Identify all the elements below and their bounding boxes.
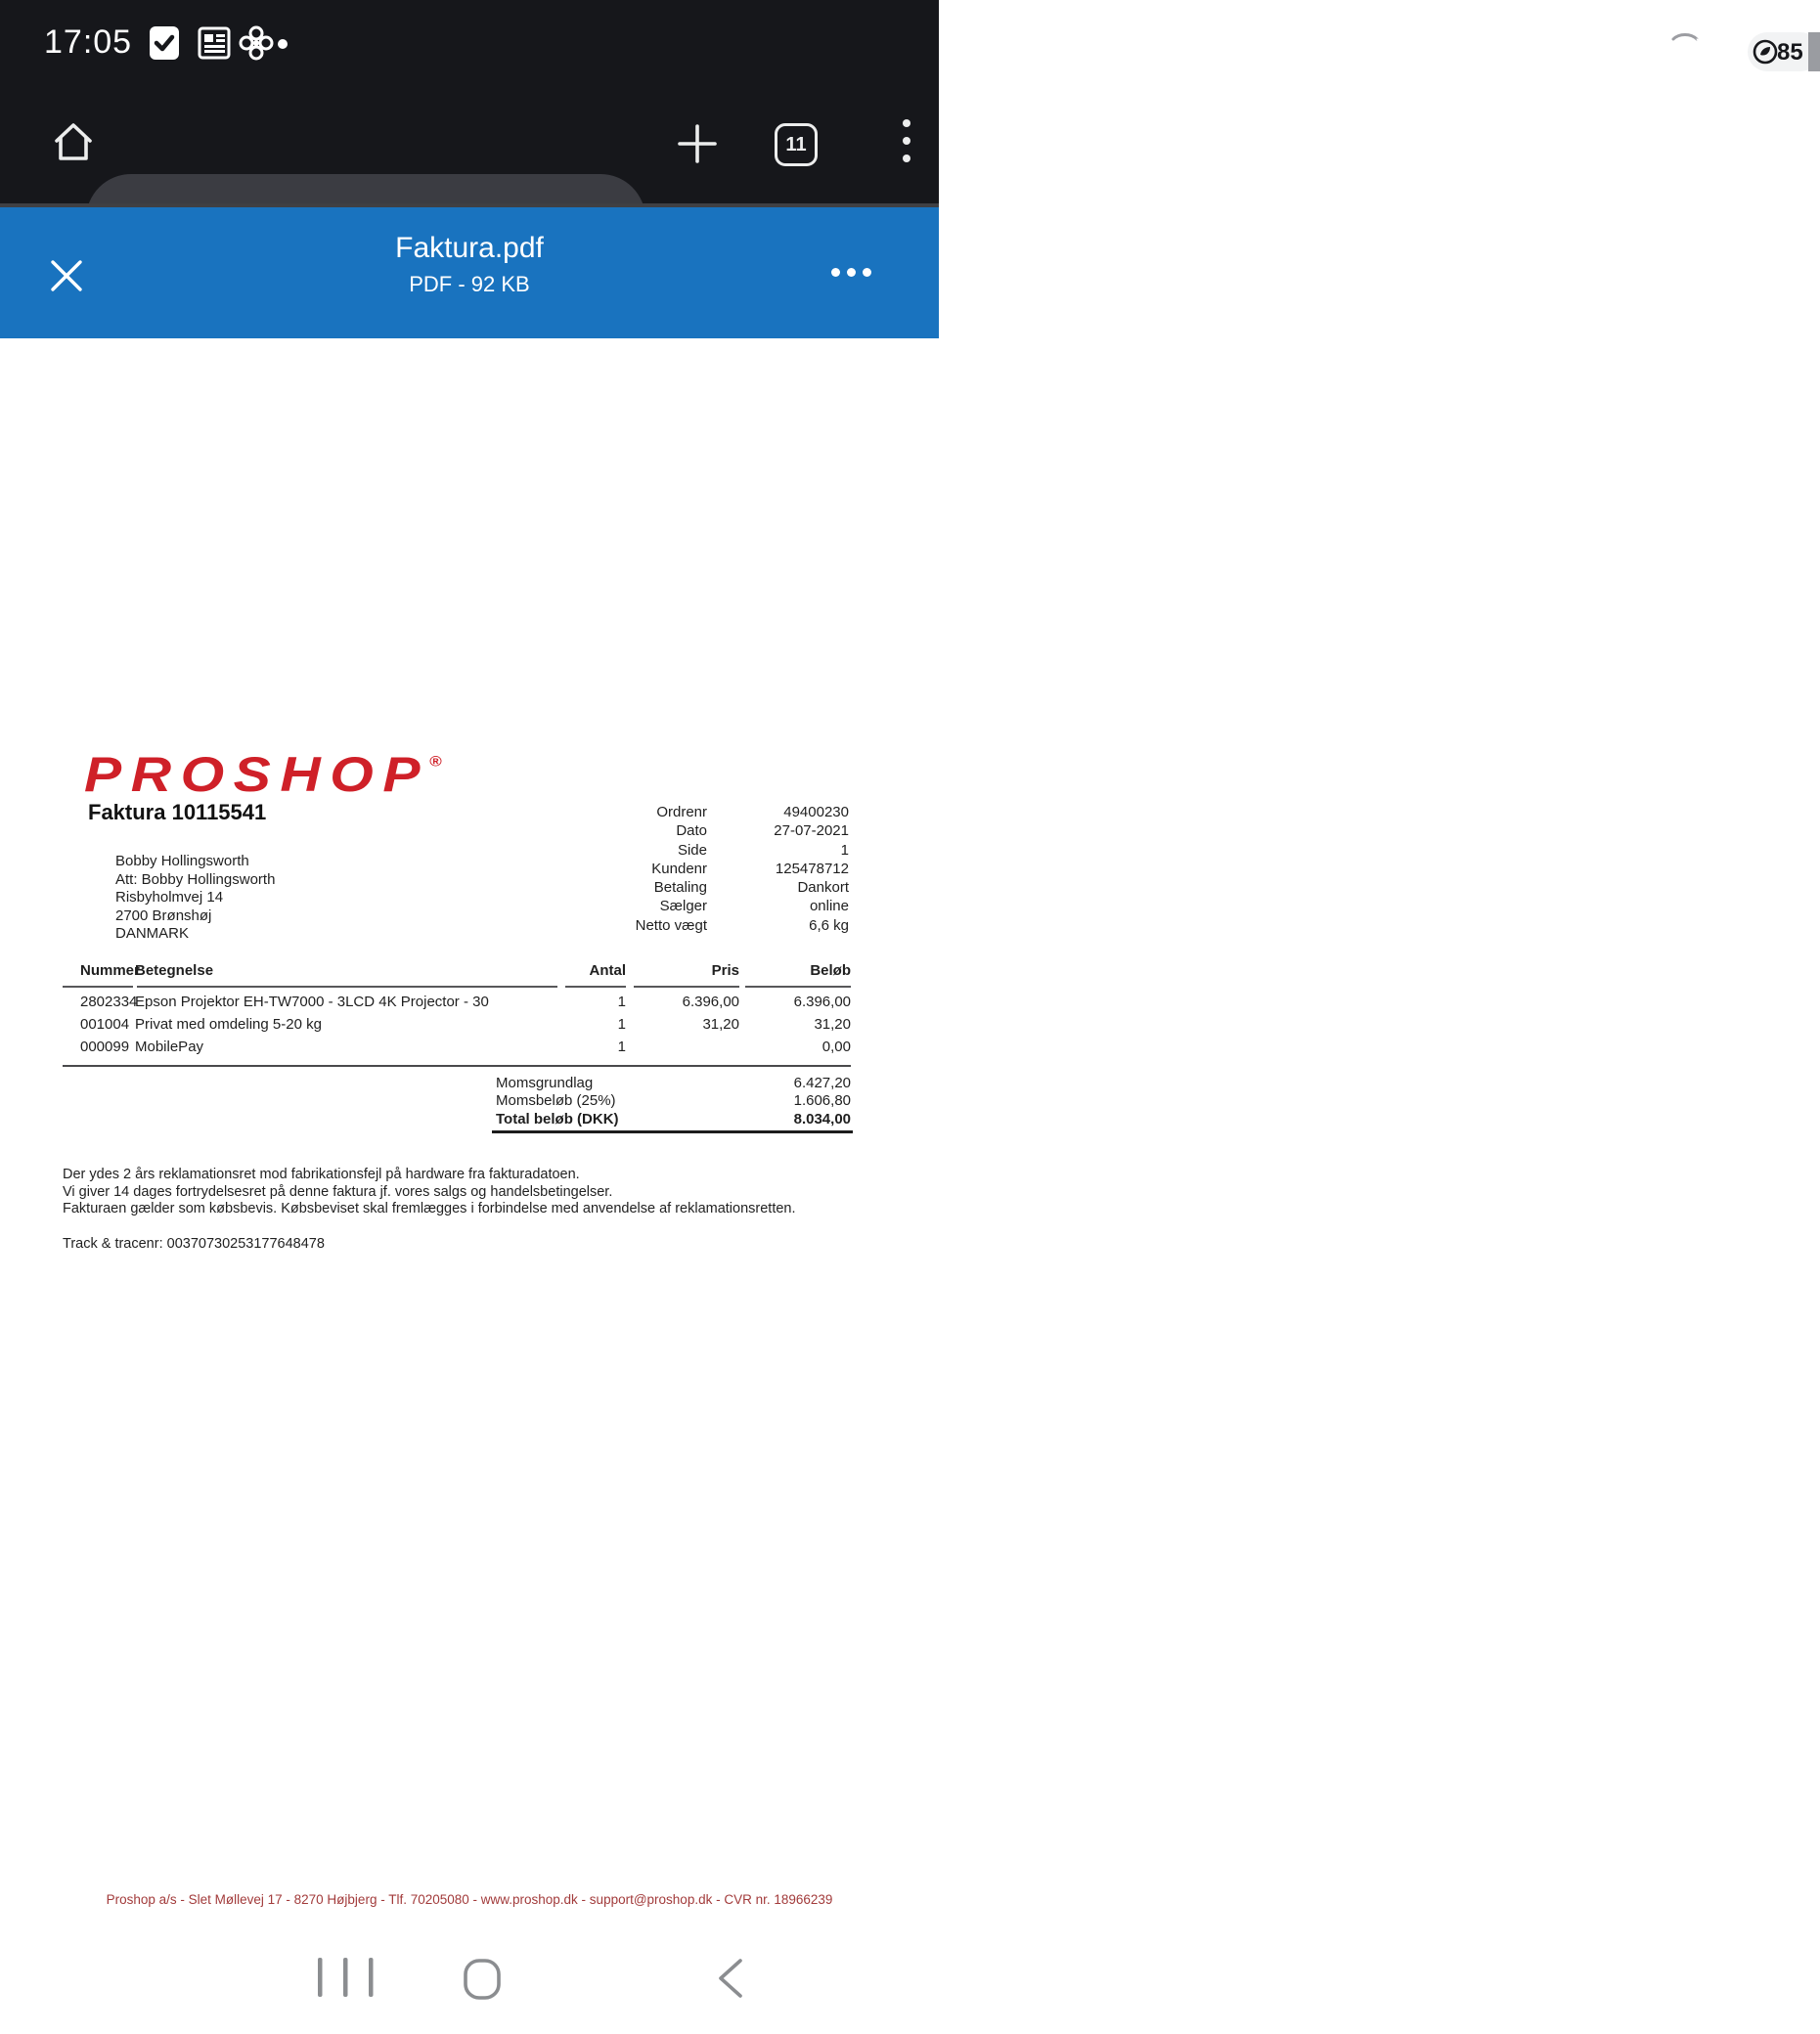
more-dots-icon[interactable] [831,268,890,277]
fan-icon [239,25,274,61]
signal-icon [1710,25,1740,59]
recipient-line: Bobby Hollingsworth [115,853,249,869]
recipient-line: DANMARK [115,925,190,943]
attachment-title: Faktura.pdf [395,232,544,264]
recipient-line: Att: Bobby Hollingsworth [115,870,276,888]
home-nav-icon[interactable] [464,1959,503,2000]
track-and-trace: Track & tracenr: 00370730253177648478 [63,1236,325,1252]
header-underline [63,986,133,988]
table-row: 000099 MobilePay 1 0,00 [80,1039,851,1055]
recents-icon[interactable] [318,1958,375,1997]
attachment-titles [0,229,939,301]
meta-row: Betaling Dankort [653,879,849,897]
eco-battery-icon [1748,32,1820,71]
battery-empty-segment [1808,32,1820,71]
proshop-logo: PROSHOP® [84,747,442,803]
attachment-viewer-header [0,207,939,338]
totals-row-total: Total beløb (DKK) 8.034,00 [496,1111,851,1128]
pdf-page [0,338,939,2034]
terms-line: Vi giver 14 dages fortrydelsesret på denne faktura jf. vores salgs og handelsbetingelser. [63,1183,613,1200]
terms-line: Fakturaen gælder som købsbevis. Købsbeviset skal fremlægges i forbindelse med anvendelse af reklamationsretten. [63,1201,796,1217]
eco-leaf-icon [1753,40,1777,64]
recipient-line: 2700 Brønshøj [115,906,212,924]
header-underline [634,986,739,988]
status-bar [0,0,1803,78]
browser-toolbar [0,78,939,207]
vibrate-mute-icon [1626,25,1660,59]
header-underline [565,986,626,988]
invoice-title: Faktura 10115541 [88,800,267,824]
meta-row: Sælger online [659,898,849,915]
total-underline [492,1130,853,1133]
attachment-subtitle: PDF - 92 KB [409,272,530,296]
totals-row: Momsbeløb (25%) 1.606,80 [496,1092,851,1109]
terms-text [63,1167,796,1218]
clock: 17:05 [44,23,133,61]
table-bottom-line [63,1065,851,1067]
task-check-icon [149,25,180,61]
system-nav-bar [0,1917,939,2034]
table-row: 2802334 Epson Projektor EH-TW7000 - 3LCD 4K Projector - 30 1 6.396,00 6.396,00 [80,994,851,1010]
recipient-address [115,853,275,944]
back-icon[interactable] [715,1958,744,1999]
wifi-band-label: 5 [1696,29,1704,44]
meta-row: Side 1 [677,841,849,859]
table-row: 001004 Privat med omdeling 5-20 kg 1 31,20 31,20 [80,1016,851,1033]
registered-mark: ® [429,754,442,770]
notification-dot [278,39,288,49]
meta-row: Netto vægt 6,6 kg [635,916,849,934]
new-tab-plus-icon[interactable] [675,121,720,166]
company-footer: Proshop a/s - Slet Møllevej 17 - 8270 Højbjerg - Tlf. 70205080 - www.proshop.dk - support@proshop.dk - CVR nr. 18966239 [106,1892,833,1907]
header-underline [137,986,557,988]
totals-row: Momsgrundlag 6.427,20 [496,1075,851,1091]
meta-row: Kundenr 125478712 [651,860,849,877]
header-underline [745,986,851,988]
table-header: Nummer Betegnelse Antal Pris Beløb [80,962,851,979]
battery-percent: 85 [1777,39,1803,66]
news-icon [198,25,231,61]
wifi-icon [1667,25,1707,65]
kebab-menu-icon[interactable] [902,119,911,174]
tab-switcher[interactable] [775,123,818,166]
terms-line: Der ydes 2 års reklamationsret mod fabrikationsfejl på hardware fra fakturadatoen. [63,1167,580,1182]
tab-count: 11 [785,134,807,155]
meta-row: Ordrenr 49400230 [656,804,849,820]
meta-row: Dato 27-07-2021 [676,822,849,840]
home-icon[interactable] [49,117,98,166]
invoice-meta [548,804,849,936]
recipient-line: Risbyholmvej 14 [115,889,224,906]
